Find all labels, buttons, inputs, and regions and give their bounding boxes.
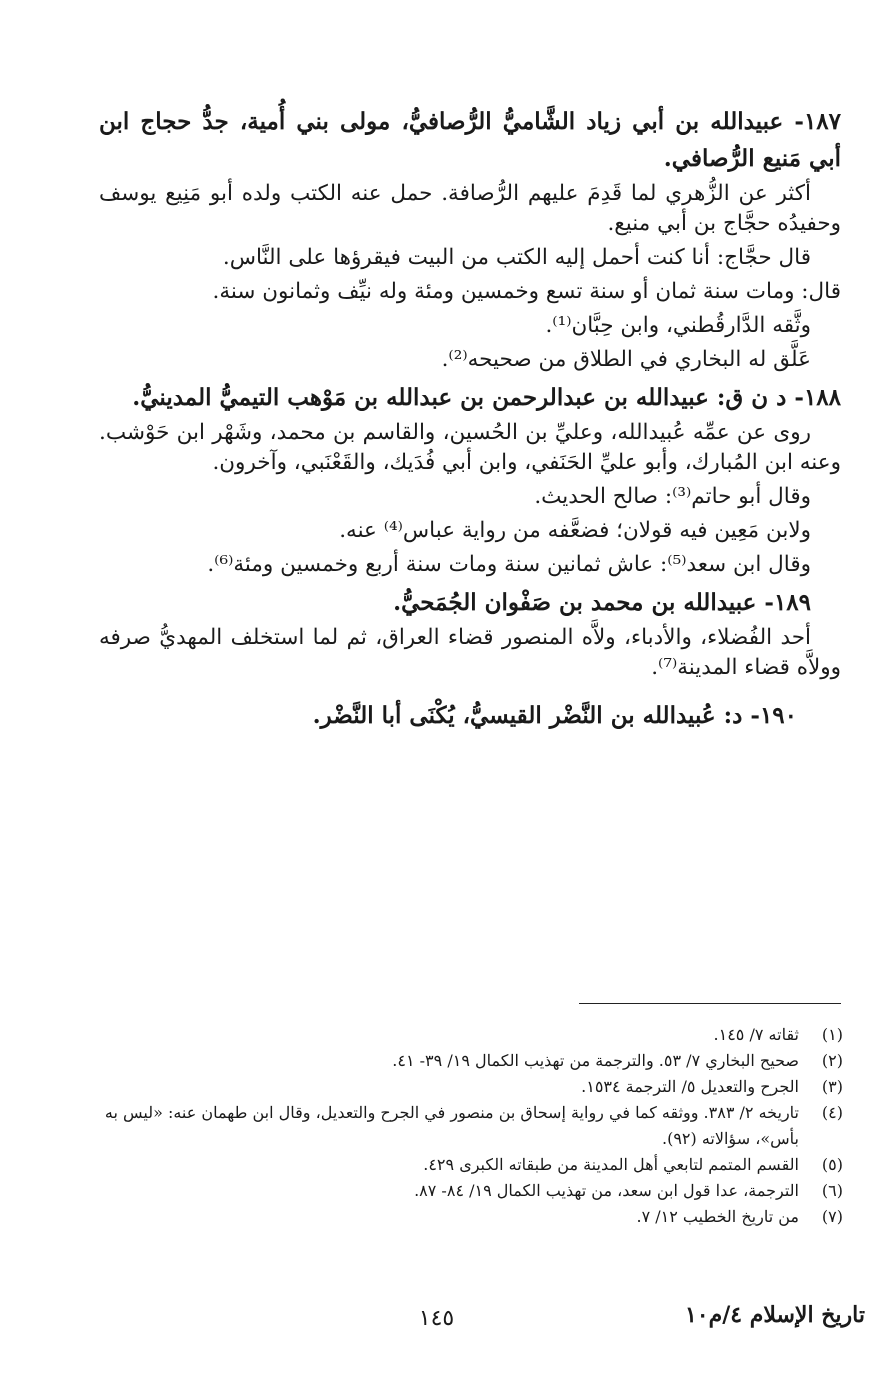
running-footer: تاريخ الإسلام ٤/م١٠ <box>684 1302 865 1328</box>
footnote-text: الترجمة، عدا قول ابن سعد، من تهذيب الكمال ١٩/ ٨٤- ٨٧. <box>414 1181 799 1200</box>
footnote-divider <box>579 1003 841 1004</box>
paragraph: وقال ابن سعد⁽⁵⁾: عاش ثمانين سنة ومات سنة أربع وخمسين ومئة⁽⁶⁾. <box>207 552 811 577</box>
paragraph: قال حجَّاج: أنا كنت أحمل إليه الكتب من البيت فيقرؤها على النَّاس. <box>222 245 811 270</box>
footnote <box>91 1152 843 1178</box>
footnote <box>91 1178 843 1204</box>
paragraph: روى عن عمِّه عُبيدالله، وعليِّ بن الحُسين، والقاسم بن محمد، وشَهْر ابن حَوْشب. وعنه ابن المُبارك، وأبو عليِّ الحَنَفي، وابن أبي فُدَيك، والقَعْنَبي، وآخرون. <box>99 420 841 475</box>
footnote-number: (٧) <box>821 1207 843 1226</box>
footnote-text: صحيح البخاري ٧/ ٥٣. والترجمة من تهذيب الكمال ١٩/ ٣٩- ٤١. <box>392 1051 799 1070</box>
footnote <box>91 1100 843 1152</box>
footnote-text: الجرح والتعديل ٥/ الترجمة ١٥٣٤. <box>581 1077 799 1096</box>
paragraph: قال: ومات سنة ثمان أو سنة تسع وخمسين ومئة وله نيِّف وثمانون سنة. <box>212 279 841 304</box>
footnote-text: القسم المتمم لتابعي أهل المدينة من طبقاته الكبرى ٤٢٩. <box>423 1155 799 1174</box>
entry-188 <box>99 379 841 580</box>
page-number: ١٤٥ <box>418 1306 455 1331</box>
footnote <box>91 1022 843 1048</box>
entry-heading: ١٨٧- عبيدالله بن أبي زياد الشَّاميُّ الرُّصافيُّ، مولى بني أُمية، جدُّ حجاج ابن أبي مَنيع الرُّصافي. <box>99 108 841 172</box>
footnotes <box>91 1022 843 1230</box>
footnote-number: (٥) <box>821 1155 843 1174</box>
paragraph: وقال أبو حاتم⁽³⁾: صالح الحديث. <box>534 484 811 509</box>
footnote <box>91 1074 843 1100</box>
paragraph: ولابن مَعِين فيه قولان؛ فضعَّفه من رواية عباس⁽⁴⁾ عنه. <box>339 518 811 543</box>
footnote-number: (٢) <box>821 1051 843 1070</box>
footnote-number: (٣) <box>821 1077 843 1096</box>
footnote-text: ثقاته ٧/ ١٤٥. <box>713 1025 799 1044</box>
entry-187 <box>99 103 841 375</box>
entry-190 <box>99 697 841 734</box>
footnote-number: (٤) <box>821 1103 843 1122</box>
footnote-text: من تاريخ الخطيب ١٢/ ٧. <box>636 1207 799 1226</box>
footnote <box>91 1048 843 1074</box>
entry-heading: ١٩٠- د: عُبيدالله بن النَّضْر القيسيُّ، يُكْنَى أبا النَّضْر. <box>312 702 797 729</box>
paragraph: أحد الفُضلاء، والأدباء، ولاَّه المنصور قضاء العراق، ثم لما استخلف المهديُّ صرفه وولاَّه قضاء المدينة⁽⁷⁾. <box>99 625 841 680</box>
entry-189 <box>99 584 841 683</box>
paragraph: وثَّقه الدَّارقُطني، وابن حِبَّان⁽¹⁾. <box>545 313 811 338</box>
footnote-number: (١) <box>821 1025 843 1044</box>
footnote-number: (٦) <box>821 1181 843 1200</box>
entry-heading: ١٨٩- عبيدالله بن محمد بن صَفْوان الجُمَحيُّ. <box>393 589 811 616</box>
entry-heading: ١٨٨- د ن ق: عبيدالله بن عبدالرحمن بن عبدالله بن مَوْهب التيميُّ المدينيُّ. <box>132 384 841 411</box>
main-text <box>99 100 841 736</box>
footnote-text: تاريخه ٢/ ٣٨٣. ووثقه كما في رواية إسحاق بن منصور في الجرح والتعديل، وقال ابن طهمان عنه: «ليس به بأس»، سؤالاته (٩٢). <box>104 1103 799 1148</box>
paragraph: عَلَّق له البخاري في الطلاق من صحيحه⁽²⁾. <box>441 347 811 372</box>
paragraph: أكثر عن الزُّهري لما قَدِمَ عليهم الرُّصافة. حمل عنه الكتب ولده أبو مَنِيع يوسف وحفيدُه حجَّاج بن أبي منيع. <box>99 181 841 236</box>
footnote <box>91 1204 843 1230</box>
